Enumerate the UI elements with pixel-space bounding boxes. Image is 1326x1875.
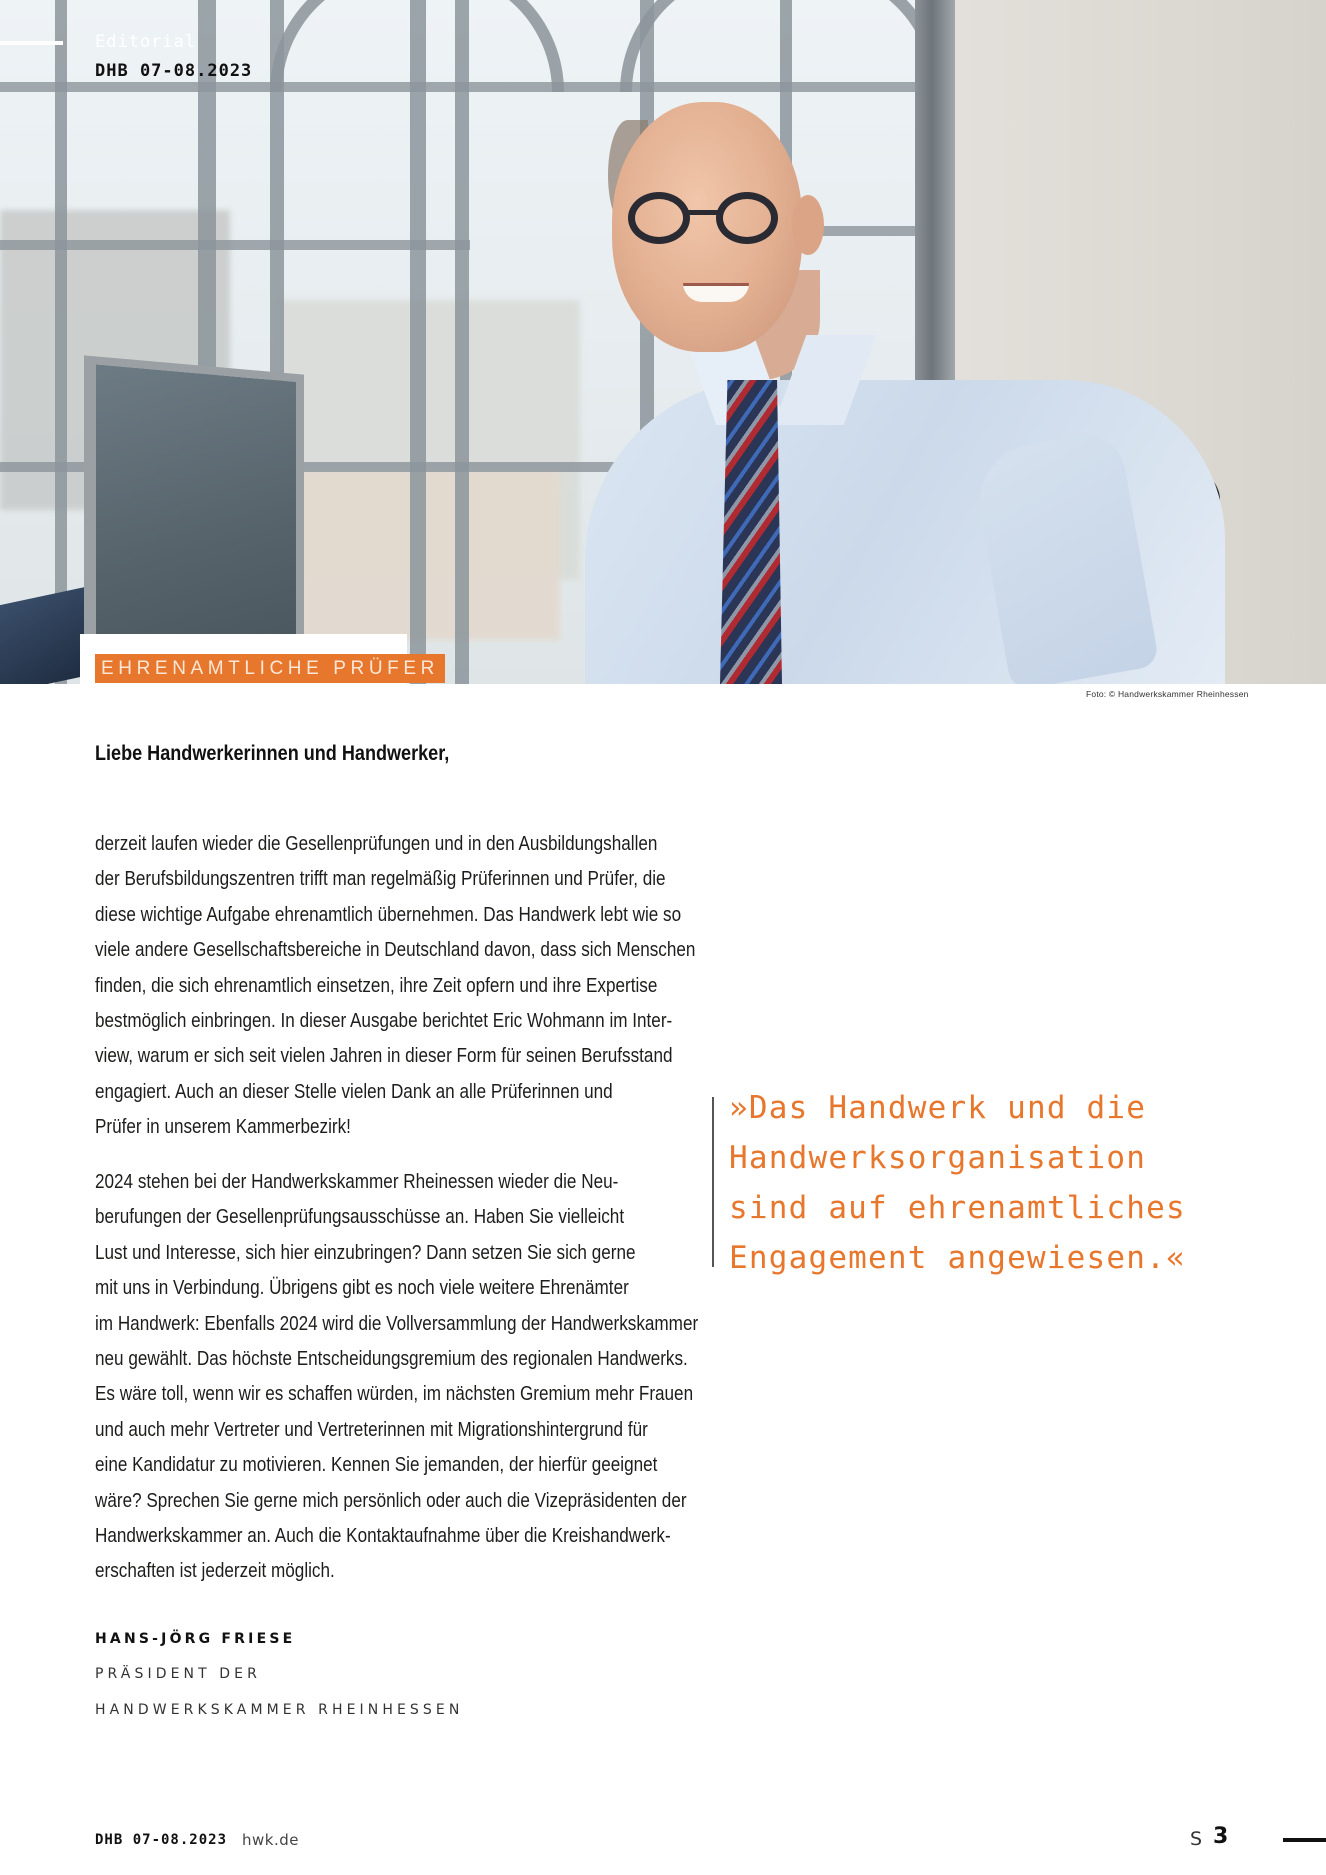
header-rule bbox=[0, 41, 63, 45]
window-mullion bbox=[410, 0, 426, 684]
text-line: finden, die sich ehrenamtlich einsetzen, ihre Zeit opfern und ihre Expertise bbox=[95, 973, 658, 997]
text-line: eine Kandidatur zu motivieren. Kennen Sie jemanden, der hierfür geeignet bbox=[95, 1453, 658, 1477]
text-line: Es wäre toll, wenn wir es schaffen würden, im nächsten Gremium mehr Frauen bbox=[95, 1382, 694, 1406]
pull-quote-rule bbox=[712, 1097, 714, 1267]
pull-quote bbox=[729, 1083, 1186, 1283]
text-line: diese wichtige Aufgabe ehrenamtlich übernehmen. Das Handwerk lebt wie so bbox=[95, 902, 682, 926]
author-organization: HANDWERKSKAMMER RHEINHESSEN bbox=[95, 1702, 464, 1718]
window-transom bbox=[0, 240, 470, 250]
striped-tie bbox=[720, 380, 782, 684]
text-line: im Handwerk: Ebenfalls 2024 wird die Vollversammlung der Handwerkskammer bbox=[95, 1311, 699, 1335]
person-smile bbox=[683, 283, 749, 302]
text-line: berufungen der Gesellenprüfungsausschüsse an. Haben Sie vielleicht bbox=[95, 1205, 625, 1229]
article-paragraph-1 bbox=[95, 826, 767, 1145]
text-line: Handwerkskammer an. Auch die Kontaktaufnahme über die Kreishandwerk- bbox=[95, 1524, 671, 1548]
person-ear bbox=[792, 195, 824, 255]
page-number: 3 bbox=[1213, 1824, 1229, 1849]
text-line: Lust und Interesse, sich hier einzubringen? Dann setzen Sie sich gerne bbox=[95, 1240, 636, 1264]
hero-photo bbox=[0, 0, 1326, 684]
photo-credit: Foto: © Handwerkskammer Rheinhessen bbox=[1086, 689, 1249, 699]
footer-rule bbox=[1283, 1838, 1326, 1842]
text-line: und auch mehr Vertreter und Vertreterinnen mit Migrationshintergrund für bbox=[95, 1417, 648, 1441]
text-line: neu gewählt. Das höchste Entscheidungsgremium des regionalen Handwerks. bbox=[95, 1347, 688, 1371]
window-mullion bbox=[455, 0, 469, 684]
author-name: HANS-JÖRG FRIESE bbox=[95, 1631, 296, 1647]
glasses-lens bbox=[628, 192, 690, 244]
topic-badge: EHRENAMTLICHE PRÜFER bbox=[95, 654, 445, 683]
text-line: derzeit laufen wieder die Gesellenprüfungen und in den Ausbildungshallen bbox=[95, 832, 658, 855]
computer-monitor bbox=[84, 355, 304, 665]
glasses-icon bbox=[624, 192, 794, 248]
text-line: der Berufsbildungszentren trifft man regelmäßig Prüferinnen und Prüfer, die bbox=[95, 867, 666, 891]
background-building bbox=[300, 470, 560, 640]
pull-quote-line: »Das Handwerk und die bbox=[729, 1090, 1147, 1126]
text-line: viele andere Gesellschaftsbereiche in Deutschland davon, dass sich Menschen bbox=[95, 938, 696, 962]
issue-label: DHB 07-08.2023 bbox=[95, 61, 253, 81]
footer-issue: DHB 07-08.2023 bbox=[95, 1832, 228, 1848]
window-mullion bbox=[55, 0, 67, 684]
page-prefix: S bbox=[1190, 1828, 1203, 1850]
footer-website-link[interactable]: hwk.de bbox=[242, 1831, 299, 1849]
text-line: erschaften ist jederzeit möglich. bbox=[95, 1559, 335, 1583]
glasses-lens bbox=[716, 192, 778, 244]
section-kicker: Editorial bbox=[95, 32, 197, 52]
article-paragraph-2 bbox=[95, 1164, 767, 1589]
window-transom bbox=[0, 82, 915, 92]
glasses-bridge bbox=[688, 210, 718, 215]
pull-quote-line: Engagement angewiesen.« bbox=[729, 1240, 1186, 1276]
text-line: 2024 stehen bei der Handwerkskammer Rheinessen wieder die Neu- bbox=[95, 1170, 619, 1193]
pull-quote-line: sind auf ehrenamtliches bbox=[729, 1190, 1186, 1226]
text-line: Prüfer in unserem Kammerbezirk! bbox=[95, 1115, 351, 1139]
author-role: PRÄSIDENT DER bbox=[95, 1666, 261, 1682]
pull-quote-line: Handwerksorganisation bbox=[729, 1140, 1147, 1176]
text-line: bestmöglich einbringen. In dieser Ausgabe berichtet Eric Wohmann im Inter- bbox=[95, 1009, 673, 1033]
text-line: wäre? Sprechen Sie gerne mich persönlich oder auch die Vizepräsidenten der bbox=[95, 1488, 687, 1512]
salutation-heading: Liebe Handwerkerinnen und Handwerker, bbox=[95, 742, 450, 765]
text-line: view, warum er sich seit vielen Jahren in dieser Form für seinen Berufsstand bbox=[95, 1044, 673, 1068]
text-line: engagiert. Auch an dieser Stelle vielen Dank an alle Prüferinnen und bbox=[95, 1079, 613, 1103]
text-line: mit uns in Verbindung. Übrigens gibt es noch viele weitere Ehrenämter bbox=[95, 1276, 629, 1300]
